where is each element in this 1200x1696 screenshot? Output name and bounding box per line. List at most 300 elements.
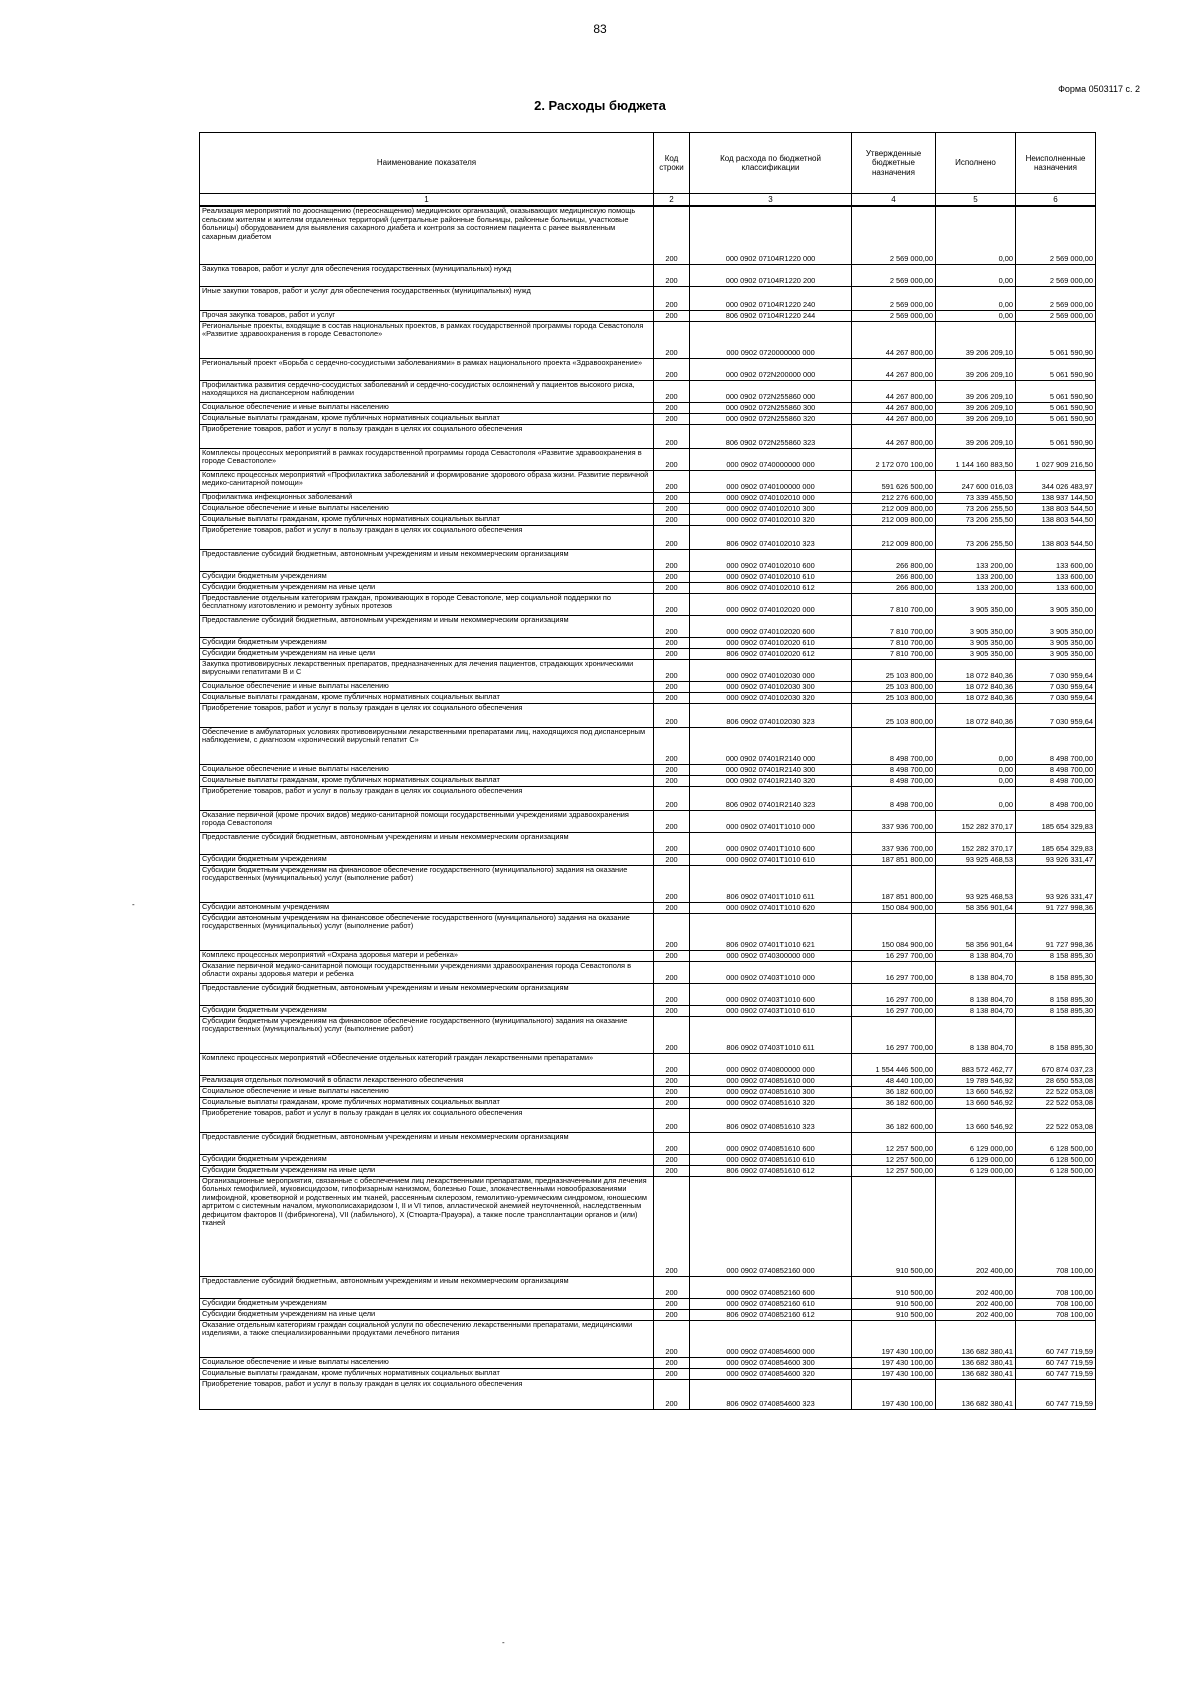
row-executed: 0,00 (936, 775, 1016, 786)
row-name: Приобретение товаров, работ и услуг в пользу граждан в целях их социального обеспечения (200, 1108, 654, 1132)
row-classification-code: 000 0902 0740852160 600 (690, 1276, 852, 1298)
row-line-code: 200 (654, 1016, 690, 1053)
row-executed: 136 682 380,41 (936, 1368, 1016, 1379)
row-name: Предоставление субсидий бюджетным, автономным учреждениям и иным некоммерческим организациям (200, 549, 654, 571)
row-executed: 58 356 901,64 (936, 902, 1016, 913)
row-classification-code: 806 0902 0740854600 323 (690, 1379, 852, 1409)
table-row (200, 571, 1096, 582)
row-name: Иные закупки товаров, работ и услуг для обеспечения государственных (муниципальных) нужд (200, 286, 654, 310)
row-executed: 19 789 546,92 (936, 1075, 1016, 1086)
row-unexecuted: 133 600,00 (1016, 549, 1096, 571)
row-name: Субсидии бюджетным учреждениям на иные цели (200, 1165, 654, 1176)
row-name: Комплекс процессных мероприятий «Обеспечение отдельных категорий граждан лекарственными препаратами» (200, 1053, 654, 1075)
row-line-code: 200 (654, 648, 690, 659)
row-line-code: 200 (654, 571, 690, 582)
row-approved: 16 297 700,00 (852, 961, 936, 983)
stray-mark: - (132, 900, 135, 909)
table-row (200, 582, 1096, 593)
row-name: Оказание первичной (кроме прочих видов) медико-санитарной помощи государственными учреждениями здравоохранения города Севастополя (200, 810, 654, 832)
row-classification-code: 000 0902 07401R2140 000 (690, 727, 852, 764)
row-executed: 1 144 160 883,50 (936, 448, 1016, 470)
row-executed: 133 200,00 (936, 571, 1016, 582)
table-row (200, 1298, 1096, 1309)
row-executed: 93 925 468,53 (936, 865, 1016, 902)
column-number: 2 (654, 194, 690, 207)
row-line-code: 200 (654, 321, 690, 358)
row-name: Социальное обеспечение и иные выплаты населению (200, 1086, 654, 1097)
row-line-code: 200 (654, 1075, 690, 1086)
table-row (200, 832, 1096, 854)
row-name: Предоставление отдельным категориям граждан, проживающих в городе Севастополе, мер социальной поддержки по бесплатному изготовлению и ремонту зубных протезов (200, 593, 654, 615)
column-number: 1 (200, 194, 654, 207)
row-executed: 39 206 209,10 (936, 358, 1016, 380)
table-row (200, 692, 1096, 703)
row-line-code: 200 (654, 865, 690, 902)
table-row (200, 1276, 1096, 1298)
row-executed: 202 400,00 (936, 1276, 1016, 1298)
row-approved: 8 498 700,00 (852, 727, 936, 764)
table-row (200, 865, 1096, 902)
table-row (200, 786, 1096, 810)
row-approved: 16 297 700,00 (852, 983, 936, 1005)
row-line-code: 200 (654, 1165, 690, 1176)
row-approved: 7 810 700,00 (852, 648, 936, 659)
table-row (200, 310, 1096, 321)
row-classification-code: 000 0902 0740102020 600 (690, 615, 852, 637)
row-unexecuted: 93 926 331,47 (1016, 854, 1096, 865)
table-row (200, 358, 1096, 380)
row-approved: 2 569 000,00 (852, 264, 936, 286)
row-line-code: 200 (654, 593, 690, 615)
table-row (200, 681, 1096, 692)
row-name: Субсидии бюджетным учреждениям (200, 1298, 654, 1309)
row-approved: 25 103 800,00 (852, 659, 936, 681)
row-name: Субсидии автономным учреждениям (200, 902, 654, 913)
row-line-code: 200 (654, 1053, 690, 1075)
row-name: Предоставление субсидий бюджетным, автономным учреждениям и иным некоммерческим организациям (200, 983, 654, 1005)
row-classification-code: 806 0902 07401T1010 621 (690, 913, 852, 950)
row-classification-code: 000 0902 0740851610 600 (690, 1132, 852, 1154)
row-approved: 8 498 700,00 (852, 786, 936, 810)
row-line-code: 200 (654, 206, 690, 264)
row-name: Оказание первичной медико-санитарной помощи государственными учреждениями здравоохранения города Севастополя в области охраны здоровья матери и ребенка (200, 961, 654, 983)
row-approved: 25 103 800,00 (852, 703, 936, 727)
row-unexecuted: 91 727 998,36 (1016, 913, 1096, 950)
row-line-code: 200 (654, 727, 690, 764)
row-executed: 58 356 901,64 (936, 913, 1016, 950)
row-unexecuted: 8 158 895,30 (1016, 950, 1096, 961)
row-line-code: 200 (654, 786, 690, 810)
row-approved: 266 800,00 (852, 549, 936, 571)
row-executed: 6 129 000,00 (936, 1154, 1016, 1165)
row-unexecuted: 708 100,00 (1016, 1309, 1096, 1320)
row-line-code: 200 (654, 470, 690, 492)
table-row (200, 1165, 1096, 1176)
table-row (200, 1132, 1096, 1154)
table-row (200, 1016, 1096, 1053)
row-executed: 0,00 (936, 264, 1016, 286)
row-line-code: 200 (654, 637, 690, 648)
row-unexecuted: 93 926 331,47 (1016, 865, 1096, 902)
row-unexecuted: 3 905 350,00 (1016, 615, 1096, 637)
row-executed: 136 682 380,41 (936, 1320, 1016, 1357)
row-classification-code: 000 0902 0740102010 320 (690, 514, 852, 525)
row-classification-code: 000 0902 0740100000 000 (690, 470, 852, 492)
row-name: Социальные выплаты гражданам, кроме публичных нормативных социальных выплат (200, 1368, 654, 1379)
row-name: Приобретение товаров, работ и услуг в пользу граждан в целях их социального обеспечения (200, 1379, 654, 1409)
row-classification-code: 806 0902 072N255860 323 (690, 424, 852, 448)
row-approved: 25 103 800,00 (852, 692, 936, 703)
row-line-code: 200 (654, 810, 690, 832)
row-name: Субсидии бюджетным учреждениям на финансовое обеспечение государственного (муниципального) задания на оказание государственных (муниципальных) услуг (выполнение работ) (200, 865, 654, 902)
row-unexecuted: 6 128 500,00 (1016, 1154, 1096, 1165)
row-approved: 7 810 700,00 (852, 593, 936, 615)
row-name: Субсидии бюджетным учреждениям (200, 1154, 654, 1165)
row-unexecuted: 708 100,00 (1016, 1298, 1096, 1309)
row-unexecuted: 133 600,00 (1016, 582, 1096, 593)
header-unexecuted: Неисполненные назначения (1016, 133, 1096, 194)
row-classification-code: 806 0902 0740851610 612 (690, 1165, 852, 1176)
row-approved: 197 430 100,00 (852, 1320, 936, 1357)
row-line-code: 200 (654, 413, 690, 424)
row-approved: 1 554 446 500,00 (852, 1053, 936, 1075)
row-approved: 44 267 800,00 (852, 358, 936, 380)
row-unexecuted: 185 654 329,83 (1016, 810, 1096, 832)
row-name: Обеспечение в амбулаторных условиях противовирусными лекарственными препаратами лиц, находящихся под диспансерным наблюдением, с диагнозом «хронический вирусный гепатит С» (200, 727, 654, 764)
row-unexecuted: 3 905 350,00 (1016, 648, 1096, 659)
table-row (200, 854, 1096, 865)
row-unexecuted: 22 522 053,08 (1016, 1097, 1096, 1108)
row-line-code: 200 (654, 775, 690, 786)
row-line-code: 200 (654, 448, 690, 470)
table-row (200, 470, 1096, 492)
row-line-code: 200 (654, 950, 690, 961)
row-name: Субсидии бюджетным учреждениям на иные цели (200, 1309, 654, 1320)
row-name: Социальные выплаты гражданам, кроме публичных нормативных социальных выплат (200, 514, 654, 525)
row-unexecuted: 22 522 053,08 (1016, 1086, 1096, 1097)
form-code: Форма 0503117 с. 2 (1058, 84, 1140, 94)
row-executed: 39 206 209,10 (936, 413, 1016, 424)
row-executed: 0,00 (936, 206, 1016, 264)
row-line-code: 200 (654, 913, 690, 950)
row-unexecuted: 3 905 350,00 (1016, 593, 1096, 615)
row-name: Предоставление субсидий бюджетным, автономным учреждениям и иным некоммерческим организациям (200, 832, 654, 854)
expenditure-table (199, 132, 1096, 1410)
row-approved: 12 257 500,00 (852, 1154, 936, 1165)
row-line-code: 200 (654, 1108, 690, 1132)
row-unexecuted: 138 937 144,50 (1016, 492, 1096, 503)
table-row (200, 913, 1096, 950)
row-executed: 202 400,00 (936, 1309, 1016, 1320)
row-name: Комплекс процессных мероприятий «Профилактика заболеваний и формирование здорового образа жизни. Развитие первичной медико-санитарной помощи» (200, 470, 654, 492)
table-row (200, 1320, 1096, 1357)
row-name: Реализация отдельных полномочий в области лекарственного обеспечения (200, 1075, 654, 1086)
row-name: Приобретение товаров, работ и услуг в пользу граждан в целях их социального обеспечения (200, 525, 654, 549)
page-number: 83 (593, 22, 607, 36)
row-approved: 36 182 600,00 (852, 1108, 936, 1132)
row-classification-code: 000 0902 07401R2140 300 (690, 764, 852, 775)
stray-mark: - (502, 1638, 505, 1647)
row-name: Субсидии бюджетным учреждениям на иные цели (200, 648, 654, 659)
row-line-code: 200 (654, 983, 690, 1005)
row-classification-code: 806 0902 07403T1010 611 (690, 1016, 852, 1053)
row-approved: 212 009 800,00 (852, 525, 936, 549)
row-line-code: 200 (654, 902, 690, 913)
table-row (200, 1086, 1096, 1097)
table-row (200, 775, 1096, 786)
row-unexecuted: 708 100,00 (1016, 1176, 1096, 1276)
row-unexecuted: 5 061 590,90 (1016, 424, 1096, 448)
header-line-code: Код строки (654, 133, 690, 194)
row-classification-code: 000 0902 07104R1220 240 (690, 286, 852, 310)
row-classification-code: 000 0902 0740800000 000 (690, 1053, 852, 1075)
row-line-code: 200 (654, 1154, 690, 1165)
row-line-code: 200 (654, 358, 690, 380)
row-approved: 2 569 000,00 (852, 310, 936, 321)
row-name: Социальное обеспечение и иные выплаты населению (200, 503, 654, 514)
row-approved: 7 810 700,00 (852, 615, 936, 637)
row-approved: 16 297 700,00 (852, 1005, 936, 1016)
row-executed: 6 129 000,00 (936, 1165, 1016, 1176)
row-name: Социальное обеспечение и иные выплаты населению (200, 1357, 654, 1368)
row-name: Прочая закупка товаров, работ и услуг (200, 310, 654, 321)
table-row (200, 402, 1096, 413)
column-number: 4 (852, 194, 936, 207)
row-classification-code: 000 0902 07104R1220 000 (690, 206, 852, 264)
row-unexecuted: 1 027 909 216,50 (1016, 448, 1096, 470)
row-executed: 39 206 209,10 (936, 321, 1016, 358)
row-unexecuted: 60 747 719,59 (1016, 1368, 1096, 1379)
row-approved: 212 009 800,00 (852, 503, 936, 514)
row-unexecuted: 6 128 500,00 (1016, 1132, 1096, 1154)
table-row (200, 961, 1096, 983)
row-classification-code: 000 0902 072N255860 300 (690, 402, 852, 413)
row-line-code: 200 (654, 1132, 690, 1154)
row-classification-code: 000 0902 0740851610 000 (690, 1075, 852, 1086)
row-name: Социальные выплаты гражданам, кроме публичных нормативных социальных выплат (200, 775, 654, 786)
header-classification-code: Код расхода по бюджетной классификации (690, 133, 852, 194)
row-classification-code: 000 0902 07401T1010 000 (690, 810, 852, 832)
row-approved: 25 103 800,00 (852, 681, 936, 692)
row-executed: 18 072 840,36 (936, 703, 1016, 727)
row-classification-code: 000 0902 07403T1010 000 (690, 961, 852, 983)
row-executed: 93 925 468,53 (936, 854, 1016, 865)
row-line-code: 200 (654, 764, 690, 775)
column-number: 6 (1016, 194, 1096, 207)
row-line-code: 200 (654, 1005, 690, 1016)
row-classification-code: 000 0902 0740854600 320 (690, 1368, 852, 1379)
row-executed: 152 282 370,17 (936, 832, 1016, 854)
row-classification-code: 000 0902 07403T1010 600 (690, 983, 852, 1005)
row-classification-code: 000 0902 0740852160 000 (690, 1176, 852, 1276)
row-approved: 8 498 700,00 (852, 764, 936, 775)
row-line-code: 200 (654, 492, 690, 503)
row-executed: 6 129 000,00 (936, 1132, 1016, 1154)
table-row (200, 764, 1096, 775)
row-executed: 73 206 255,50 (936, 503, 1016, 514)
row-classification-code: 000 0902 072N255860 320 (690, 413, 852, 424)
row-executed: 39 206 209,10 (936, 402, 1016, 413)
row-classification-code: 000 0902 0740102010 610 (690, 571, 852, 582)
row-line-code: 200 (654, 615, 690, 637)
row-line-code: 200 (654, 1097, 690, 1108)
row-executed: 39 206 209,10 (936, 424, 1016, 448)
row-classification-code: 000 0902 0740854600 000 (690, 1320, 852, 1357)
row-unexecuted: 138 803 544,50 (1016, 514, 1096, 525)
row-classification-code: 806 0902 07401T1010 611 (690, 865, 852, 902)
row-unexecuted: 8 158 895,30 (1016, 983, 1096, 1005)
row-classification-code: 000 0902 0720000000 000 (690, 321, 852, 358)
row-name: Социальное обеспечение и иные выплаты населению (200, 681, 654, 692)
row-name: Приобретение товаров, работ и услуг в пользу граждан в целях их социального обеспечения (200, 424, 654, 448)
row-name: Предоставление субсидий бюджетным, автономным учреждениям и иным некоммерческим организациям (200, 1132, 654, 1154)
row-approved: 197 430 100,00 (852, 1379, 936, 1409)
row-line-code: 200 (654, 703, 690, 727)
table-row (200, 514, 1096, 525)
row-executed: 0,00 (936, 764, 1016, 775)
row-approved: 44 267 800,00 (852, 424, 936, 448)
row-executed: 247 600 016,03 (936, 470, 1016, 492)
row-line-code: 200 (654, 264, 690, 286)
row-unexecuted: 8 158 895,30 (1016, 961, 1096, 983)
table-row (200, 1097, 1096, 1108)
row-unexecuted: 60 747 719,59 (1016, 1379, 1096, 1409)
table-row (200, 659, 1096, 681)
row-approved: 910 500,00 (852, 1298, 936, 1309)
row-executed: 0,00 (936, 310, 1016, 321)
row-executed: 13 660 546,92 (936, 1086, 1016, 1097)
column-number: 3 (690, 194, 852, 207)
row-executed: 883 572 462,77 (936, 1053, 1016, 1075)
row-unexecuted: 8 498 700,00 (1016, 775, 1096, 786)
row-classification-code: 806 0902 0740102010 323 (690, 525, 852, 549)
header-executed: Исполнено (936, 133, 1016, 194)
row-approved: 44 267 800,00 (852, 413, 936, 424)
row-line-code: 200 (654, 424, 690, 448)
row-classification-code: 000 0902 0740851610 610 (690, 1154, 852, 1165)
table-row (200, 615, 1096, 637)
row-name: Профилактика инфекционных заболеваний (200, 492, 654, 503)
table-row (200, 1005, 1096, 1016)
row-executed: 8 138 804,70 (936, 961, 1016, 983)
row-executed: 8 138 804,70 (936, 1005, 1016, 1016)
row-unexecuted: 8 158 895,30 (1016, 1016, 1096, 1053)
table-row (200, 413, 1096, 424)
column-number: 5 (936, 194, 1016, 207)
row-executed: 3 905 350,00 (936, 648, 1016, 659)
row-unexecuted: 60 747 719,59 (1016, 1320, 1096, 1357)
row-name: Социальные выплаты гражданам, кроме публичных нормативных социальных выплат (200, 413, 654, 424)
row-classification-code: 000 0902 07401T1010 600 (690, 832, 852, 854)
row-approved: 12 257 500,00 (852, 1165, 936, 1176)
row-executed: 133 200,00 (936, 582, 1016, 593)
row-approved: 266 800,00 (852, 582, 936, 593)
row-name: Региональный проект «Борьба с сердечно-сосудистыми заболеваниями» в рамках национального проекта «Здравоохранение» (200, 358, 654, 380)
table-body (200, 206, 1096, 1409)
row-unexecuted: 22 522 053,08 (1016, 1108, 1096, 1132)
row-unexecuted: 708 100,00 (1016, 1276, 1096, 1298)
row-approved: 910 500,00 (852, 1176, 936, 1276)
row-executed: 8 138 804,70 (936, 983, 1016, 1005)
table-header-row (200, 133, 1096, 194)
row-approved: 197 430 100,00 (852, 1368, 936, 1379)
row-classification-code: 806 0902 0740851610 323 (690, 1108, 852, 1132)
row-executed: 8 138 804,70 (936, 950, 1016, 961)
row-unexecuted: 344 026 483,97 (1016, 470, 1096, 492)
row-unexecuted: 2 569 000,00 (1016, 206, 1096, 264)
row-classification-code: 806 0902 0740102010 612 (690, 582, 852, 593)
row-classification-code: 000 0902 0740851610 300 (690, 1086, 852, 1097)
table-row (200, 492, 1096, 503)
table-row (200, 1357, 1096, 1368)
row-name: Социальные выплаты гражданам, кроме публичных нормативных социальных выплат (200, 692, 654, 703)
table-row (200, 549, 1096, 571)
row-classification-code: 806 0902 07104R1220 244 (690, 310, 852, 321)
row-name: Социальное обеспечение и иные выплаты населению (200, 402, 654, 413)
row-executed: 73 339 455,50 (936, 492, 1016, 503)
row-unexecuted: 3 905 350,00 (1016, 637, 1096, 648)
row-classification-code: 000 0902 0740000000 000 (690, 448, 852, 470)
table-row (200, 424, 1096, 448)
row-name: Организационные мероприятия, связанные с обеспечением лиц лекарственными препаратами, предназначенными для лечения больных гемофилией, муковисцидозом, гипофизарным нанизмом, болезнью Гоше, злокачественными новообразованиями лимфоидной, кроветворной и родственных им тканей, рассеянным склерозом, гемолитико-уремическим синдромом, юношеским артритом с системным началом, мукополисахаридозом I, II и VI типов, апластической анемией неуточненной, наследственным дефицитом факторов II (фибриногена), VII (лабильного), X (Стюарта-Прауэра), а также после трансплантации органов и (или) тканей (200, 1176, 654, 1276)
table-row (200, 902, 1096, 913)
row-approved: 266 800,00 (852, 571, 936, 582)
row-line-code: 200 (654, 503, 690, 514)
row-classification-code: 000 0902 07104R1220 200 (690, 264, 852, 286)
row-line-code: 200 (654, 286, 690, 310)
row-executed: 152 282 370,17 (936, 810, 1016, 832)
table-row (200, 1379, 1096, 1409)
table-row (200, 321, 1096, 358)
row-unexecuted: 8 158 895,30 (1016, 1005, 1096, 1016)
row-unexecuted: 6 128 500,00 (1016, 1165, 1096, 1176)
row-line-code: 200 (654, 1379, 690, 1409)
row-line-code: 200 (654, 832, 690, 854)
row-name: Субсидии бюджетным учреждениям на иные цели (200, 582, 654, 593)
row-line-code: 200 (654, 692, 690, 703)
row-classification-code: 000 0902 072N255860 000 (690, 380, 852, 402)
row-name: Комплекс процессных мероприятий «Охрана здоровья матери и ребенка» (200, 950, 654, 961)
row-name: Оказание отдельным категориям граждан социальной услуги по обеспечению лекарственными препаратами, медицинскими изделиями, а также специализированными продуктами лечебного питания (200, 1320, 654, 1357)
row-line-code: 200 (654, 525, 690, 549)
row-line-code: 200 (654, 380, 690, 402)
row-approved: 8 498 700,00 (852, 775, 936, 786)
row-unexecuted: 8 498 700,00 (1016, 764, 1096, 775)
row-line-code: 200 (654, 961, 690, 983)
row-classification-code: 000 0902 07401R2140 320 (690, 775, 852, 786)
row-unexecuted: 2 569 000,00 (1016, 264, 1096, 286)
row-line-code: 200 (654, 1368, 690, 1379)
row-classification-code: 000 0902 0740102010 600 (690, 549, 852, 571)
row-line-code: 200 (654, 402, 690, 413)
section-title: 2. Расходы бюджета (534, 98, 666, 113)
row-executed: 39 206 209,10 (936, 380, 1016, 402)
row-classification-code: 000 0902 0740854600 300 (690, 1357, 852, 1368)
row-executed: 13 660 546,92 (936, 1108, 1016, 1132)
row-approved: 150 084 900,00 (852, 913, 936, 950)
table-row (200, 448, 1096, 470)
row-executed: 0,00 (936, 727, 1016, 764)
table-row (200, 264, 1096, 286)
row-unexecuted: 5 061 590,90 (1016, 358, 1096, 380)
row-unexecuted: 2 569 000,00 (1016, 310, 1096, 321)
row-name: Приобретение товаров, работ и услуг в пользу граждан в целях их социального обеспечения (200, 703, 654, 727)
row-approved: 44 267 800,00 (852, 321, 936, 358)
row-line-code: 200 (654, 659, 690, 681)
row-approved: 212 276 600,00 (852, 492, 936, 503)
row-executed: 3 905 350,00 (936, 593, 1016, 615)
row-unexecuted: 670 874 037,23 (1016, 1053, 1096, 1075)
